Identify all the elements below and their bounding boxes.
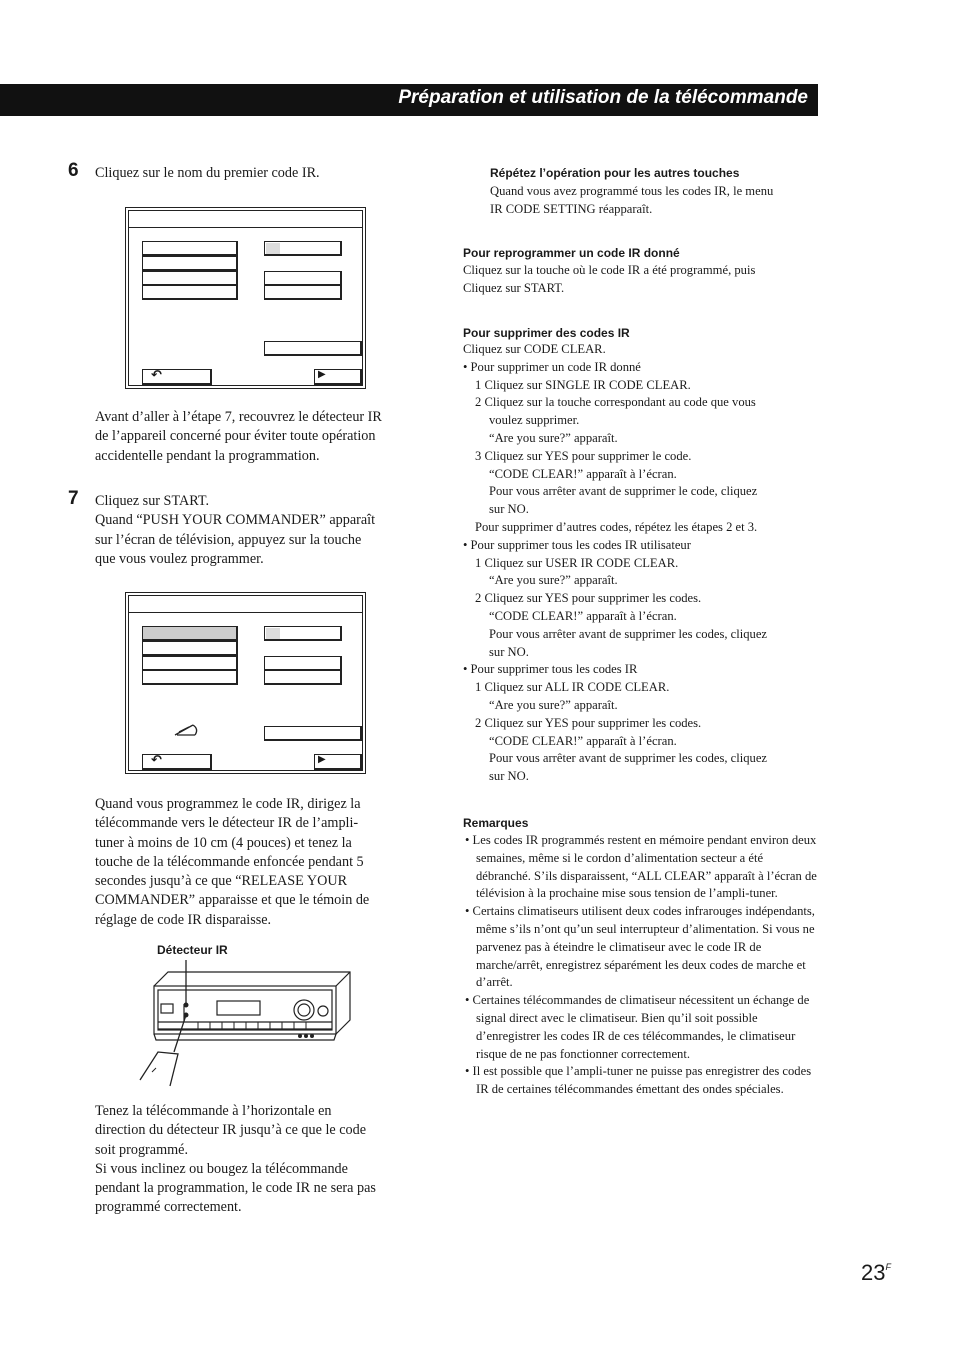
repeat-text: Quand vous avez programmé tous les codes IR, le menu IR CODE SETTING réapparaît. bbox=[490, 184, 774, 216]
step-7-text: Cliquez sur START. Quand “PUSH YOUR COMMANDER” apparaît sur l’écran de télévision, appuyez sur la touche que vous voulez programmer. bbox=[95, 493, 376, 567]
header-bar bbox=[0, 84, 818, 116]
tv-screen-illustration-2 bbox=[125, 592, 366, 774]
return-icon: ↶ bbox=[151, 368, 162, 383]
note-item: • Certaines télécommandes de climatiseur nécessitent un échange de signal direct avec le climatiseur. Bien qu’il soit possible d’enregistrer les codes IR de ces télécommandes, le climatiseur risque de ne pas fonctionner correctement. bbox=[465, 993, 810, 1061]
notes-list bbox=[463, 832, 819, 1099]
notes-heading: Remarques bbox=[463, 816, 529, 830]
step-6-number: 6 bbox=[68, 160, 79, 181]
repeat-heading: Répétez l’opération pour les autres touches bbox=[490, 166, 740, 180]
reprogram-text: Cliquez sur la touche où le code IR a été programmé, puis Cliquez sur START. bbox=[463, 263, 756, 295]
detector-ir-label: Détecteur IR bbox=[157, 943, 228, 957]
page-number: $23^F$ bbox=[861, 1260, 891, 1285]
paragraph-after-step-6: Avant d’aller à l’étape 7, recouvrez le détecteur IR de l’appareil concerné pour éviter toute opération accidentelle pendant la programmation. bbox=[95, 409, 382, 464]
delete-heading: Pour supprimer des codes IR bbox=[463, 326, 630, 340]
paragraph-final: Tenez la télécommande à l’horizontale en direction du détecteur IR jusqu’à ce que le code soit programmé. Si vous inclinez ou bougez la télécommande pendant la programmation, le code IR ne sera pas programmé correctement. bbox=[95, 1103, 376, 1216]
step-6-text: Cliquez sur le nom du premier code IR. bbox=[95, 165, 320, 181]
paragraph-after-step-7: Quand vous programmez le code IR, dirigez la télécommande vers le détecteur IR de l’ampli- tuner à moins de 10 cm (4 pouces) et tenez la touche de la télécommande enfoncée pendant 5 secondes jusqu’à ce que “RELEASE YOUR COMMANDER” apparaisse et que le témoin de réglage de code IR disparaisse. bbox=[95, 796, 370, 928]
delete-text: Cliquez sur CODE CLEAR. • Pour supprimer un code IR donné 1 Cliquez sur SINGLE IR CODE CLEAR. 2 Cliquez sur la touche correspondant au code que vous voulez supprimer. “Are you sure?” apparaît. 3 Cliquez sur YES pour supprimer le code. “CODE CLEAR!” apparaît à l’écran. Pour vous arrêter avant de supprimer le code, cliquez sur NO. Pour supprimer d’autres codes, répétez les étapes 2 et 3. • Pour supprimer tous les codes IR utilisateur 1 Cliquez sur USER IR CODE CLEAR. “Are you sure?” apparaît. 2 Cliquez sur YES pour supprimer les codes. “CODE CLEAR!” apparaît à l’écran. Pour vous arrêter avant de supprimer les codes, cliquez sur NO. • Pour supprimer tous les codes IR 1 Cliquez sur ALL IR CODE CLEAR. “Are you sure?” apparaît. 2 Cliquez sur YES pour supprimer les codes. “CODE CLEAR!” apparaît à l’écran. Pour vous arrêter avant de supprimer les codes, cliquez sur NO. bbox=[463, 342, 768, 784]
note-item: • Les codes IR programmés restent en mémoire pendant environ deux semaines, même si le cordon d’alimentation secteur a été débranché. S’ils disparaissent, “ALL CLEAR” apparaît à l’écran de télévision à la prochaine mise sous tension de l’ampli-tuner. bbox=[465, 833, 817, 901]
amplifier-illustration bbox=[138, 960, 354, 1088]
reprogram-heading: Pour reprogrammer un code IR donné bbox=[463, 246, 680, 260]
note-item: • Il est possible que l’ampli-tuner ne puisse pas enregistrer des codes IR de certaines télécommandes émettant des ondes spéciales. bbox=[465, 1064, 812, 1097]
note-item: • Certains climatiseurs utilisent deux codes infrarouges indépendants, même s’ils n’ont qu’un seul interrupteur d’alimentation. Si vous ne parvenez pas à éteindre le climatiseur avec le code IR de marche/arrêt, enregistrez séparément les deux codes de marche et d’arrêt. bbox=[465, 904, 815, 990]
remote-control-icon bbox=[173, 722, 201, 738]
header-title: Préparation et utilisation de la télécommande bbox=[398, 87, 808, 108]
arrow-right-icon: ▶ bbox=[318, 754, 326, 765]
step-7-number: 7 bbox=[68, 488, 79, 509]
return-icon: ↶ bbox=[151, 753, 162, 768]
arrow-right-icon: ▶ bbox=[318, 369, 326, 380]
tv-screen-illustration-1 bbox=[125, 207, 366, 389]
